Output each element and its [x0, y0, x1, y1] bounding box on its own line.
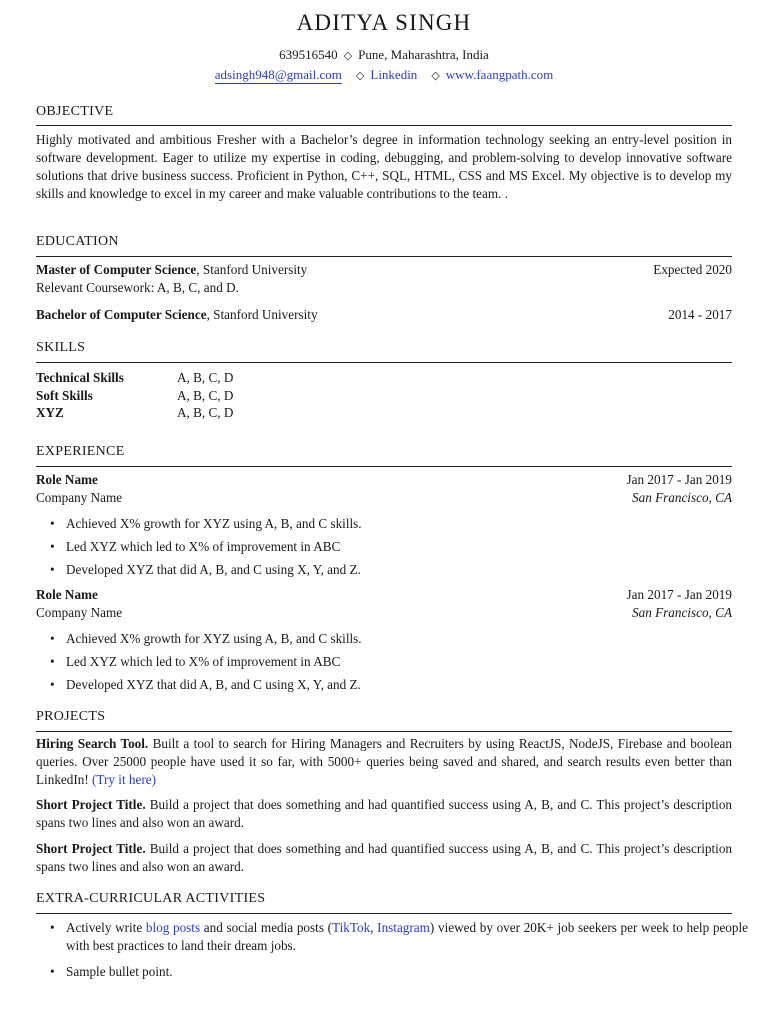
- separator-diamond-icon: ◇: [431, 70, 440, 82]
- bullet-text: ,: [370, 920, 378, 935]
- project-item: [36, 796, 732, 832]
- section-divider: [36, 466, 732, 467]
- coursework-text: Relevant Coursework: A, B, C, and D.: [36, 280, 239, 295]
- skill-label: Technical Skills: [36, 370, 124, 385]
- degree-name: Bachelor of Computer Science: [36, 307, 207, 322]
- location-text: Pune, Maharashtra, India: [358, 47, 489, 62]
- contact-line-2: [0, 67, 768, 83]
- experience-company-row: [36, 489, 732, 507]
- separator-diamond-icon: ◇: [343, 50, 353, 62]
- experience-company-row: [36, 604, 732, 622]
- section-divider: [36, 913, 732, 914]
- education-item: [36, 306, 732, 324]
- project-description: Build a project that does something and had quantified success using A, B, and C. This project’s description spans two lines and also won an award.: [36, 841, 733, 874]
- skill-row: [36, 387, 233, 404]
- experience-role-row: [36, 586, 732, 604]
- section-divider: [36, 362, 732, 363]
- experience-bullet: • Achieved X% growth for XYZ using A, B, and C skills.: [50, 515, 748, 533]
- section-divider: [36, 256, 732, 257]
- instagram-link[interactable]: Instagram: [377, 920, 430, 935]
- skill-value: A, B, C, D: [177, 388, 234, 403]
- project-item: [36, 735, 732, 789]
- projects-heading: PROJECTS: [36, 709, 106, 724]
- section-divider: [36, 731, 732, 732]
- bullet-text: and social media posts (: [200, 920, 333, 935]
- extracurricular-bullet: [50, 919, 748, 955]
- skill-value: A, B, C, D: [177, 370, 234, 385]
- education-item: [36, 261, 732, 279]
- phone-number: 639516540: [279, 47, 338, 62]
- skill-label: Soft Skills: [36, 388, 93, 403]
- education-date: 2014 - 2017: [668, 307, 732, 322]
- role-dates: Jan 2017 - Jan 2019: [626, 587, 732, 602]
- experience-bullet: • Achieved X% growth for XYZ using A, B, and C skills.: [50, 630, 748, 648]
- bullet-text: Actively write: [66, 920, 146, 935]
- education-date: Expected 2020: [653, 262, 732, 277]
- experience-heading: EXPERIENCE: [36, 444, 125, 459]
- company-name: Company Name: [36, 490, 123, 505]
- role-name: Role Name: [36, 472, 98, 487]
- skill-row: [36, 369, 233, 386]
- extracurricular-bullet: • Sample bullet point.: [50, 963, 748, 981]
- project-title: Short Project Title.: [36, 841, 146, 856]
- degree-name: Master of Computer Science: [36, 262, 197, 277]
- objective-text: Highly motivated and ambitious Fresher with a Bachelor’s degree in information technology seeking an entry-level position in software development. Eager to utilize my expertise in coding, debugging, and problem-solving to develop innovative software solutions that drive business success. Proficient in Python, C++, SQL, HTML, CSS and MS Excel. My objective is to develop my skills and knowledge to excel in my career and make valuable contributions to the team. .: [36, 132, 732, 201]
- role-name: Role Name: [36, 587, 98, 602]
- linkedin-link[interactable]: Linkedin: [370, 67, 418, 82]
- experience-bullet: • Led XYZ which led to X% of improvement in ABC: [50, 653, 748, 671]
- section-divider: [36, 125, 732, 126]
- objective-heading: OBJECTIVE: [36, 104, 114, 119]
- experience-bullet: • Led XYZ which led to X% of improvement in ABC: [50, 538, 748, 556]
- separator-diamond-icon: ◇: [355, 70, 365, 82]
- skills-heading: SKILLS: [36, 340, 86, 355]
- experience-bullet: • Developed XYZ that did A, B, and C using X, Y, and Z.: [50, 676, 748, 694]
- company-name: Company Name: [36, 605, 123, 620]
- experience-bullet: • Developed XYZ that did A, B, and C using X, Y, and Z.: [50, 561, 748, 579]
- role-dates: Jan 2017 - Jan 2019: [626, 472, 732, 487]
- website-link[interactable]: www.faangpath.com: [445, 67, 554, 82]
- project-description: Built a tool to search for Hiring Managers and Recruiters by using ReactJS, NodeJS, Firebase and boolean queries. Over 25000 people have used it so far, with 5000+ queries being saved and shared, and search results even better than LinkedIn!: [36, 736, 732, 787]
- contact-line-1: [0, 47, 768, 63]
- project-title: Short Project Title.: [36, 797, 146, 812]
- tiktok-link[interactable]: TikTok: [332, 920, 371, 935]
- school-name: , Stanford University: [206, 307, 318, 322]
- bullet-text: ) viewed by over 20K+ job seekers per week to help people with best practices to land their dream jobs.: [66, 920, 749, 953]
- project-link[interactable]: (Try it here): [92, 772, 157, 787]
- project-item: [36, 840, 732, 876]
- email-link[interactable]: adsingh948@gmail.com: [214, 67, 342, 82]
- company-location: San Francisco, CA: [632, 605, 732, 620]
- project-description: Build a project that does something and had quantified success using A, B, and C. This project’s description spans two lines and also won an award.: [36, 797, 733, 830]
- skill-value: A, B, C, D: [177, 405, 234, 420]
- candidate-name: ADITYA SINGH: [296, 10, 472, 35]
- education-heading: EDUCATION: [36, 234, 119, 249]
- extracurricular-heading: EXTRA-CURRICULAR ACTIVITIES: [36, 891, 266, 906]
- company-location: San Francisco, CA: [632, 490, 732, 505]
- skill-label: XYZ: [36, 405, 64, 420]
- project-title: Hiring Search Tool.: [36, 736, 149, 751]
- blog-posts-link[interactable]: blog posts: [145, 920, 201, 935]
- school-name: , Stanford University: [196, 262, 308, 277]
- experience-role-row: [36, 471, 732, 489]
- skill-row: [36, 404, 233, 421]
